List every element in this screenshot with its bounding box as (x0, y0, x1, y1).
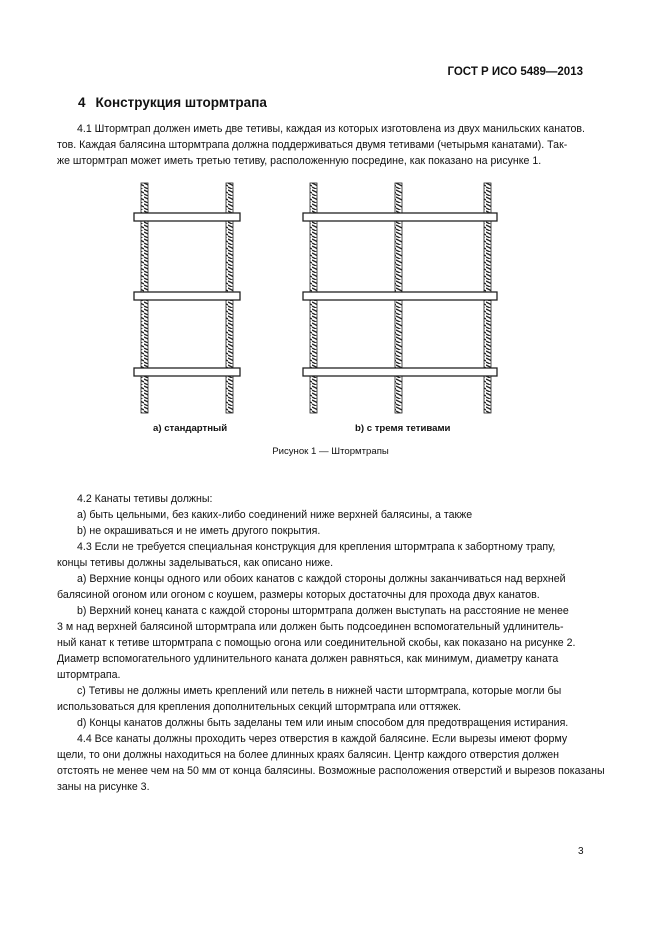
text-line: 4.3 Если не требуется специальная конструкция для крепления штормтрапа к забортному трапу, (77, 541, 556, 553)
text-line: a) Верхние концы одного или обоих канатов с каждой стороны должны заканчиваться над верхней (77, 573, 566, 585)
text-line: 4.2 Канаты тетивы должны: (77, 493, 213, 505)
text-line: b) не окрашиваться и не иметь другого покрытия. (77, 525, 321, 537)
text-line: 3 м над верхней балясиной штормтрапа или должен быть подсоединен вспомогательный удлинитель- (57, 621, 564, 633)
text-line: заны на рисунке 3. (57, 781, 150, 793)
ladder-standard (134, 183, 240, 413)
text-line: 4.4 Все канаты должны проходить через отверстия в каждой балясине. Если вырезы имеют форму (77, 733, 568, 745)
text-line: a) быть цельными, без каких-либо соединений ниже верхней балясины, а также (77, 509, 473, 521)
text-line: 4.1 Штормтрап должен иметь две тетивы, каждая из которых изготовлена из двух манильских канатов. (77, 123, 586, 135)
rung (303, 292, 497, 300)
text-line: ный канат к тетиве штормтрапа с помощью огона или соединительной скобы, как показано на рисунке 2. (57, 637, 576, 649)
text-line: b) Верхний конец каната с каждой стороны штормтрапа должен выступать на расстояние не менее (77, 605, 569, 617)
rung (134, 213, 240, 221)
text-line: Диаметр вспомогательного удлинительного каната должен равняться, как минимум, диаметру каната (57, 653, 559, 665)
ladder-three-stiles (303, 183, 497, 413)
section-title: Конструкция штормтрапа (95, 95, 267, 110)
section-number: 4 (78, 95, 86, 110)
figure-label-b: b) с тремя тетивами (355, 423, 451, 434)
figure-caption: Рисунок 1 — Штормтрапы (272, 446, 389, 457)
rung (134, 292, 240, 300)
text-line: концы тетивы должны заделываться, как описано ниже. (57, 557, 334, 569)
text-line: d) Концы канатов должны быть заделаны тем или иным способом для предотвращения истирания. (77, 717, 569, 729)
rung (303, 213, 497, 221)
page-number: 3 (578, 846, 584, 857)
text-line: использоваться для крепления дополнительных секций штормтрапа или оттяжек. (57, 701, 462, 713)
text-line: c) Тетивы не должны иметь креплений или петель в нижней части штормтрапа, которые могли бы (77, 685, 562, 697)
rung (303, 368, 497, 376)
text-line: отстоять не менее чем на 50 мм от конца балясины. Возможные расположения отверстий и вырезов показаны (57, 765, 605, 777)
body-text (57, 491, 605, 795)
text-line: щели, то они должны находиться на более длинных краях балясин. Центр каждого отверстия должен (57, 749, 560, 761)
document-header: ГОСТ Р ИСО 5489—2013 (447, 66, 583, 78)
text-line: штормтрапа. (57, 669, 121, 681)
text-line: тов. Каждая балясина штормтрапа должна поддерживаться двумя тетивами (четырьмя канатами). Так- (57, 139, 568, 151)
text-line: балясиной огоном или огоном с коушем, размеры которых достаточны для прохода двух канатов. (57, 589, 540, 601)
text-line: же штормтрап может иметь третью тетиву, расположенную посредине, как показано на рисунке 1. (57, 155, 542, 167)
rung (134, 368, 240, 376)
figure-label-a: а) стандартный (153, 423, 228, 434)
